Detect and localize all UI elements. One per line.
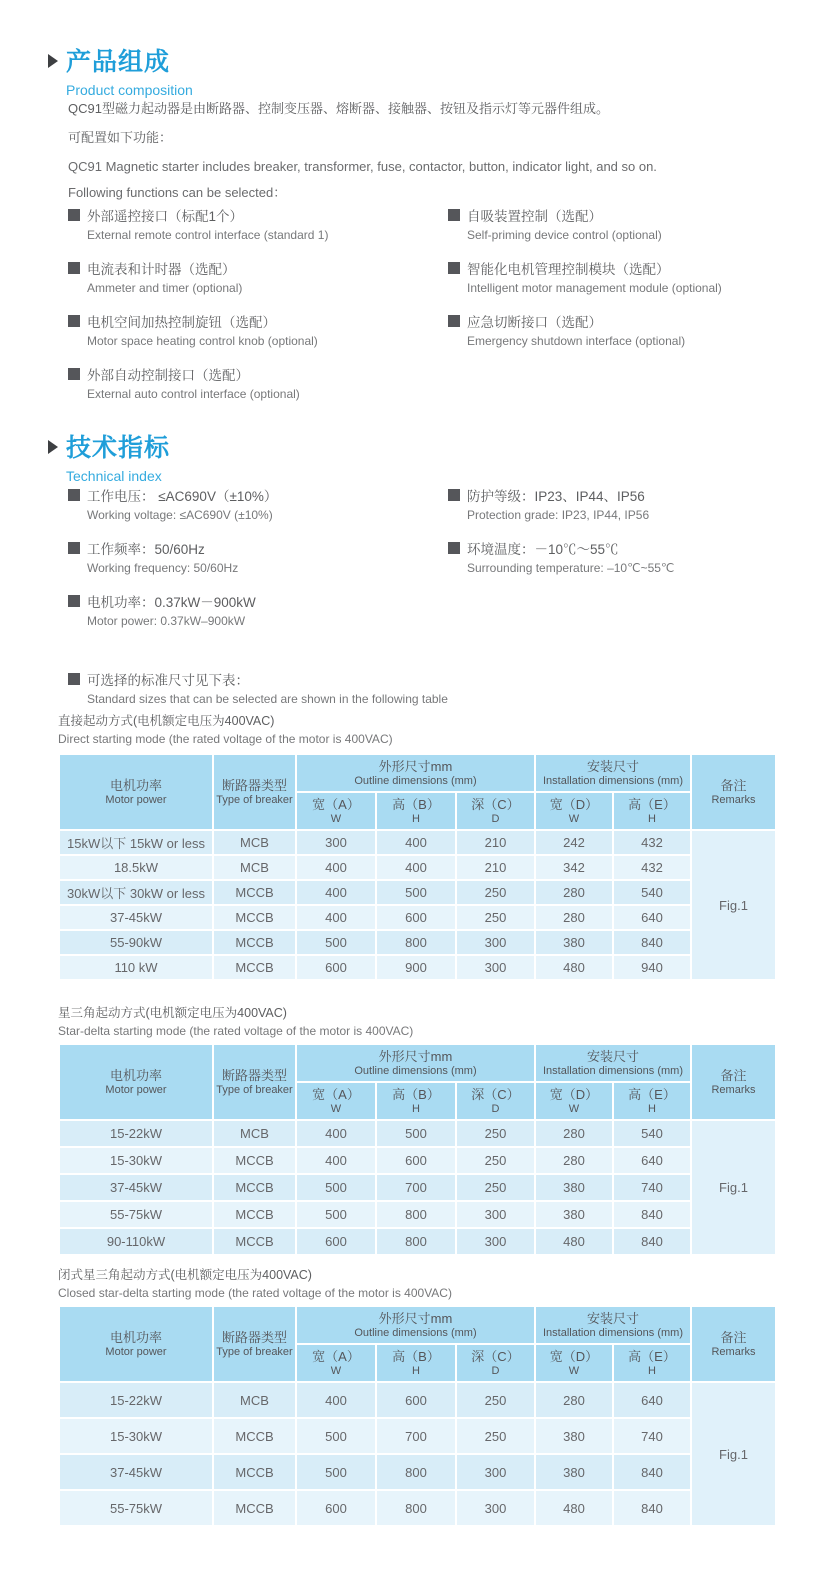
cell-motor-power: 15-22kW — [59, 1382, 213, 1418]
cell-height-e: 432 — [613, 830, 691, 855]
spec-label-en: Working frequency: 50/60Hz — [87, 561, 239, 575]
header-outline-dimensions: 外形尺寸mm Outline dimensions (mm) — [296, 1306, 535, 1344]
cell-breaker-type: MCB — [213, 855, 296, 880]
spec-label-zh: 防护等级：IP23、IP44、IP56 — [467, 489, 645, 504]
cell-width-d: 380 — [535, 930, 613, 955]
cell-motor-power: 30kW以下 30kW or less — [59, 880, 213, 905]
table-caption-en: Direct starting mode (the rated voltage of the motor is 400VAC) — [58, 732, 393, 746]
spec-label-en: Protection grade: IP23, IP44, IP56 — [467, 508, 650, 522]
spec-item — [68, 484, 448, 528]
feature-label-zh: 外部自动控制接口（选配） — [87, 368, 249, 383]
square-bullet-icon — [448, 489, 460, 501]
cell-depth-c: 300 — [456, 1228, 535, 1255]
cell-width-d: 380 — [535, 1418, 613, 1454]
feature-item — [448, 257, 810, 301]
header-width-d: 宽（D） W — [535, 1344, 613, 1382]
cell-breaker-type: MCCB — [213, 1147, 296, 1174]
feature-label-zh: 电流表和计时器（选配） — [87, 262, 236, 277]
cell-motor-power: 15-30kW — [59, 1147, 213, 1174]
note-en: Standard sizes that can be selected are shown in the following table — [87, 692, 448, 706]
table-row — [59, 1454, 776, 1490]
cell-motor-power: 55-75kW — [59, 1490, 213, 1526]
cell-height-e: 840 — [613, 1201, 691, 1228]
table-row — [59, 1382, 776, 1418]
square-bullet-icon — [448, 209, 460, 221]
header-breaker-type: 断路器类型 Type of breaker — [213, 754, 296, 830]
cell-height-e: 640 — [613, 1147, 691, 1174]
paragraph: 可配置如下功能： — [68, 130, 173, 145]
cell-motor-power: 37-45kW — [59, 1174, 213, 1201]
square-bullet-icon — [68, 315, 80, 327]
feature-label-en: External auto control interface (optional) — [87, 387, 300, 401]
cell-height-e: 840 — [613, 1228, 691, 1255]
header-depth-c: 深（C） D — [456, 1344, 535, 1382]
cell-height-b: 800 — [376, 1228, 456, 1255]
square-bullet-icon — [448, 315, 460, 327]
spec-label-en: Motor power: 0.37kW–900kW — [87, 614, 246, 628]
paragraph: QC91 Magnetic starter includes breaker, transformer, fuse, contactor, button, indicator light, and so on. — [68, 159, 657, 174]
feature-label-en: Motor space heating control knob (optional) — [87, 334, 318, 348]
table-header — [59, 1306, 776, 1382]
cell-breaker-type: MCCB — [213, 1201, 296, 1228]
cell-height-e: 840 — [613, 1454, 691, 1490]
cell-remark: Fig.1 — [691, 1382, 776, 1526]
cell-height-e: 740 — [613, 1418, 691, 1454]
header-width-a: 宽（A） W — [296, 1344, 376, 1382]
square-bullet-icon — [448, 262, 460, 274]
cell-width-a: 300 — [296, 830, 376, 855]
header-remarks: 备注 Remarks — [691, 754, 776, 830]
header-remarks: 备注 Remarks — [691, 1044, 776, 1120]
square-bullet-icon — [68, 262, 80, 274]
header-height-b: 高（B） H — [376, 1344, 456, 1382]
paragraph: Following functions can be selected： — [68, 185, 287, 200]
header-outline-dimensions: 外形尺寸mm Outline dimensions (mm) — [296, 754, 535, 792]
cell-depth-c: 250 — [456, 1382, 535, 1418]
table3-caption — [58, 1266, 452, 1302]
feature-item — [448, 204, 810, 248]
feature-item — [68, 310, 448, 354]
header-motor-power: 电机功率 Motor power — [59, 1044, 213, 1120]
spec-label-zh: 电机功率：0.37kW－900kW — [87, 595, 256, 610]
cell-width-a: 500 — [296, 930, 376, 955]
cell-breaker-type: MCCB — [213, 930, 296, 955]
cell-height-b: 600 — [376, 1147, 456, 1174]
cell-width-a: 600 — [296, 1490, 376, 1526]
cell-depth-c: 300 — [456, 1454, 535, 1490]
cell-motor-power: 37-45kW — [59, 905, 213, 930]
table-header — [59, 754, 776, 830]
cell-height-e: 640 — [613, 1382, 691, 1418]
header-motor-power: 电机功率 Motor power — [59, 754, 213, 830]
header-width-a: 宽（A） W — [296, 1082, 376, 1120]
header-width-d: 宽（D） W — [535, 1082, 613, 1120]
header-motor-power: 电机功率 Motor power — [59, 1306, 213, 1382]
feature-label-en: Intelligent motor management module (optional) — [467, 281, 722, 295]
table-row — [59, 1201, 776, 1228]
table-row — [59, 1147, 776, 1174]
cell-breaker-type: MCCB — [213, 1490, 296, 1526]
cell-breaker-type: MCB — [213, 1120, 296, 1147]
section-title-zh: 产品组成 — [66, 48, 171, 76]
section-title-zh: 技术指标 — [66, 434, 171, 462]
cell-width-d: 480 — [535, 1490, 613, 1526]
cell-motor-power: 15-30kW — [59, 1418, 213, 1454]
header-depth-c: 深（C） D — [456, 1082, 535, 1120]
direct-starting-table — [58, 753, 777, 981]
table-caption-zh: 直接起动方式(电机额定电压为400VAC) — [58, 714, 275, 728]
cell-height-e: 540 — [613, 1120, 691, 1147]
header-height-e: 高（E） H — [613, 1344, 691, 1382]
feature-label-en: External remote control interface (standard 1) — [87, 228, 329, 242]
cell-breaker-type: MCCB — [213, 1418, 296, 1454]
cell-width-a: 600 — [296, 955, 376, 980]
cell-breaker-type: MCCB — [213, 905, 296, 930]
spec-item — [448, 484, 810, 528]
feature-label-zh: 应急切断接口（选配） — [467, 315, 602, 330]
cell-remark: Fig.1 — [691, 830, 776, 980]
spec-list — [68, 484, 810, 643]
composition-paragraphs — [68, 96, 808, 206]
table-caption-en: Closed star-delta starting mode (the rated voltage of the motor is 400VAC) — [58, 1286, 452, 1300]
square-bullet-icon — [68, 209, 80, 221]
spec-column-right — [448, 484, 810, 643]
feature-item — [68, 257, 448, 301]
feature-label-en: Emergency shutdown interface (optional) — [467, 334, 686, 348]
cell-height-e: 840 — [613, 930, 691, 955]
cell-width-d: 342 — [535, 855, 613, 880]
cell-height-b: 800 — [376, 1490, 456, 1526]
cell-depth-c: 300 — [456, 1490, 535, 1526]
spec-column-left — [68, 484, 448, 643]
cell-motor-power: 15-22kW — [59, 1120, 213, 1147]
feature-item — [68, 204, 448, 248]
spec-label-zh: 环境温度：－10℃～55℃ — [467, 542, 619, 557]
cell-width-a: 400 — [296, 1382, 376, 1418]
spec-label-zh: 工作电压： ≤AC690V（±10%） — [87, 489, 278, 504]
table-row — [59, 830, 776, 855]
cell-width-d: 380 — [535, 1454, 613, 1490]
cell-width-a: 500 — [296, 1454, 376, 1490]
cell-depth-c: 250 — [456, 905, 535, 930]
feature-label-zh: 电机空间加热控制旋钮（选配） — [87, 315, 276, 330]
square-bullet-icon — [68, 368, 80, 380]
cell-width-a: 400 — [296, 905, 376, 930]
square-bullet-icon — [68, 595, 80, 607]
cell-width-a: 500 — [296, 1418, 376, 1454]
triangle-bullet-icon — [48, 54, 58, 68]
cell-breaker-type: MCB — [213, 1382, 296, 1418]
cell-width-d: 380 — [535, 1201, 613, 1228]
cell-width-a: 600 — [296, 1228, 376, 1255]
cell-width-d: 480 — [535, 1228, 613, 1255]
cell-remark: Fig.1 — [691, 1120, 776, 1255]
cell-height-b: 600 — [376, 1382, 456, 1418]
paragraph: QC91型磁力起动器是由断路器、控制变压器、熔断器、接触器、按钮及指示灯等元器件组成。 — [68, 101, 609, 116]
cell-width-d: 380 — [535, 1174, 613, 1201]
cell-depth-c: 250 — [456, 1147, 535, 1174]
cell-depth-c: 250 — [456, 880, 535, 905]
square-bullet-icon — [448, 542, 460, 554]
section-technical-index — [48, 428, 788, 484]
table-row — [59, 1418, 776, 1454]
header-installation-dimensions: 安装尺寸 Installation dimensions (mm) — [535, 1044, 691, 1082]
cell-motor-power: 15kW以下 15kW or less — [59, 830, 213, 855]
cell-width-a: 400 — [296, 1147, 376, 1174]
feature-list — [68, 204, 810, 416]
cell-motor-power: 55-90kW — [59, 930, 213, 955]
header-width-d: 宽（D） W — [535, 792, 613, 830]
cell-width-a: 400 — [296, 855, 376, 880]
cell-height-b: 800 — [376, 1454, 456, 1490]
closed-star-delta-table — [58, 1305, 777, 1527]
cell-width-a: 500 — [296, 1201, 376, 1228]
cell-height-b: 400 — [376, 830, 456, 855]
table-body — [59, 1120, 776, 1255]
cell-depth-c: 210 — [456, 855, 535, 880]
feature-item — [68, 363, 448, 407]
feature-label-zh: 智能化电机管理控制模块（选配） — [467, 262, 670, 277]
cell-width-d: 280 — [535, 905, 613, 930]
section-title-en: Product composition — [66, 82, 193, 98]
cell-breaker-type: MCCB — [213, 1174, 296, 1201]
header-height-e: 高（E） H — [613, 1082, 691, 1120]
cell-motor-power: 90-110kW — [59, 1228, 213, 1255]
cell-depth-c: 250 — [456, 1120, 535, 1147]
cell-motor-power: 110 kW — [59, 955, 213, 980]
cell-breaker-type: MCCB — [213, 955, 296, 980]
table-row — [59, 955, 776, 980]
cell-height-e: 640 — [613, 905, 691, 930]
cell-breaker-type: MCB — [213, 830, 296, 855]
table2-caption — [58, 1004, 413, 1040]
cell-height-b: 700 — [376, 1174, 456, 1201]
cell-depth-c: 210 — [456, 830, 535, 855]
feature-label-en: Ammeter and timer (optional) — [87, 281, 243, 295]
table-body — [59, 830, 776, 980]
standard-size-note — [68, 668, 768, 712]
feature-label-en: Self-priming device control (optional) — [467, 228, 662, 242]
table-row — [59, 905, 776, 930]
cell-height-e: 940 — [613, 955, 691, 980]
table-caption-zh: 闭式星三角起动方式(电机额定电压为400VAC) — [58, 1268, 312, 1282]
spec-item — [68, 537, 448, 581]
cell-breaker-type: MCCB — [213, 1228, 296, 1255]
cell-depth-c: 300 — [456, 1201, 535, 1228]
section-title-en: Technical index — [66, 468, 162, 484]
table-row — [59, 1490, 776, 1526]
feature-label-zh: 外部遥控接口（标配1个） — [87, 209, 244, 224]
cell-width-a: 500 — [296, 1174, 376, 1201]
header-depth-c: 深（C） D — [456, 792, 535, 830]
header-height-b: 高（B） H — [376, 792, 456, 830]
star-delta-table — [58, 1043, 777, 1256]
table-row — [59, 1228, 776, 1255]
spec-item — [68, 590, 448, 634]
header-height-e: 高（E） H — [613, 792, 691, 830]
cell-height-e: 740 — [613, 1174, 691, 1201]
table-caption-en: Star-delta starting mode (the rated voltage of the motor is 400VAC) — [58, 1024, 414, 1038]
cell-height-b: 500 — [376, 1120, 456, 1147]
square-bullet-icon — [68, 673, 80, 685]
cell-breaker-type: MCCB — [213, 1454, 296, 1490]
cell-height-e: 840 — [613, 1490, 691, 1526]
cell-width-a: 400 — [296, 880, 376, 905]
cell-height-b: 800 — [376, 930, 456, 955]
feature-label-zh: 自吸装置控制（选配） — [467, 209, 602, 224]
cell-width-d: 242 — [535, 830, 613, 855]
table-row — [59, 930, 776, 955]
cell-motor-power: 55-75kW — [59, 1201, 213, 1228]
cell-width-d: 280 — [535, 880, 613, 905]
square-bullet-icon — [68, 542, 80, 554]
spec-label-zh: 工作频率：50/60Hz — [87, 542, 205, 557]
feature-column-left — [68, 204, 448, 416]
cell-width-d: 280 — [535, 1120, 613, 1147]
header-installation-dimensions: 安装尺寸 Installation dimensions (mm) — [535, 754, 691, 792]
cell-breaker-type: MCCB — [213, 880, 296, 905]
cell-width-d: 480 — [535, 955, 613, 980]
header-breaker-type: 断路器类型 Type of breaker — [213, 1044, 296, 1120]
triangle-bullet-icon — [48, 440, 58, 454]
cell-height-b: 900 — [376, 955, 456, 980]
header-installation-dimensions: 安装尺寸 Installation dimensions (mm) — [535, 1306, 691, 1344]
cell-width-a: 400 — [296, 1120, 376, 1147]
cell-height-e: 432 — [613, 855, 691, 880]
spec-item — [448, 537, 810, 581]
table-caption-zh: 星三角起动方式(电机额定电压为400VAC) — [58, 1006, 287, 1020]
cell-motor-power: 37-45kW — [59, 1454, 213, 1490]
cell-width-d: 280 — [535, 1147, 613, 1174]
cell-height-b: 500 — [376, 880, 456, 905]
table-header — [59, 1044, 776, 1120]
header-height-b: 高（B） H — [376, 1082, 456, 1120]
spec-label-en: Working voltage: ≤AC690V (±10%) — [87, 508, 273, 522]
feature-column-right — [448, 204, 810, 416]
table-body — [59, 1382, 776, 1526]
header-width-a: 宽（A） W — [296, 792, 376, 830]
cell-motor-power: 18.5kW — [59, 855, 213, 880]
cell-height-b: 600 — [376, 905, 456, 930]
header-remarks: 备注 Remarks — [691, 1306, 776, 1382]
cell-depth-c: 300 — [456, 955, 535, 980]
cell-height-b: 700 — [376, 1418, 456, 1454]
feature-item — [448, 310, 810, 354]
header-breaker-type: 断路器类型 Type of breaker — [213, 1306, 296, 1382]
spec-label-en: Surrounding temperature: –10℃~55℃ — [467, 561, 675, 575]
cell-depth-c: 250 — [456, 1418, 535, 1454]
cell-height-e: 540 — [613, 880, 691, 905]
note-zh: 可选择的标准尺寸见下表： — [87, 673, 249, 688]
table-row — [59, 1174, 776, 1201]
header-outline-dimensions: 外形尺寸mm Outline dimensions (mm) — [296, 1044, 535, 1082]
table-row — [59, 1120, 776, 1147]
table1-caption — [58, 712, 393, 748]
cell-height-b: 800 — [376, 1201, 456, 1228]
table-row — [59, 855, 776, 880]
square-bullet-icon — [68, 489, 80, 501]
table-row — [59, 880, 776, 905]
cell-depth-c: 300 — [456, 930, 535, 955]
cell-depth-c: 250 — [456, 1174, 535, 1201]
section-product-composition — [48, 42, 788, 98]
cell-width-d: 280 — [535, 1382, 613, 1418]
cell-height-b: 400 — [376, 855, 456, 880]
